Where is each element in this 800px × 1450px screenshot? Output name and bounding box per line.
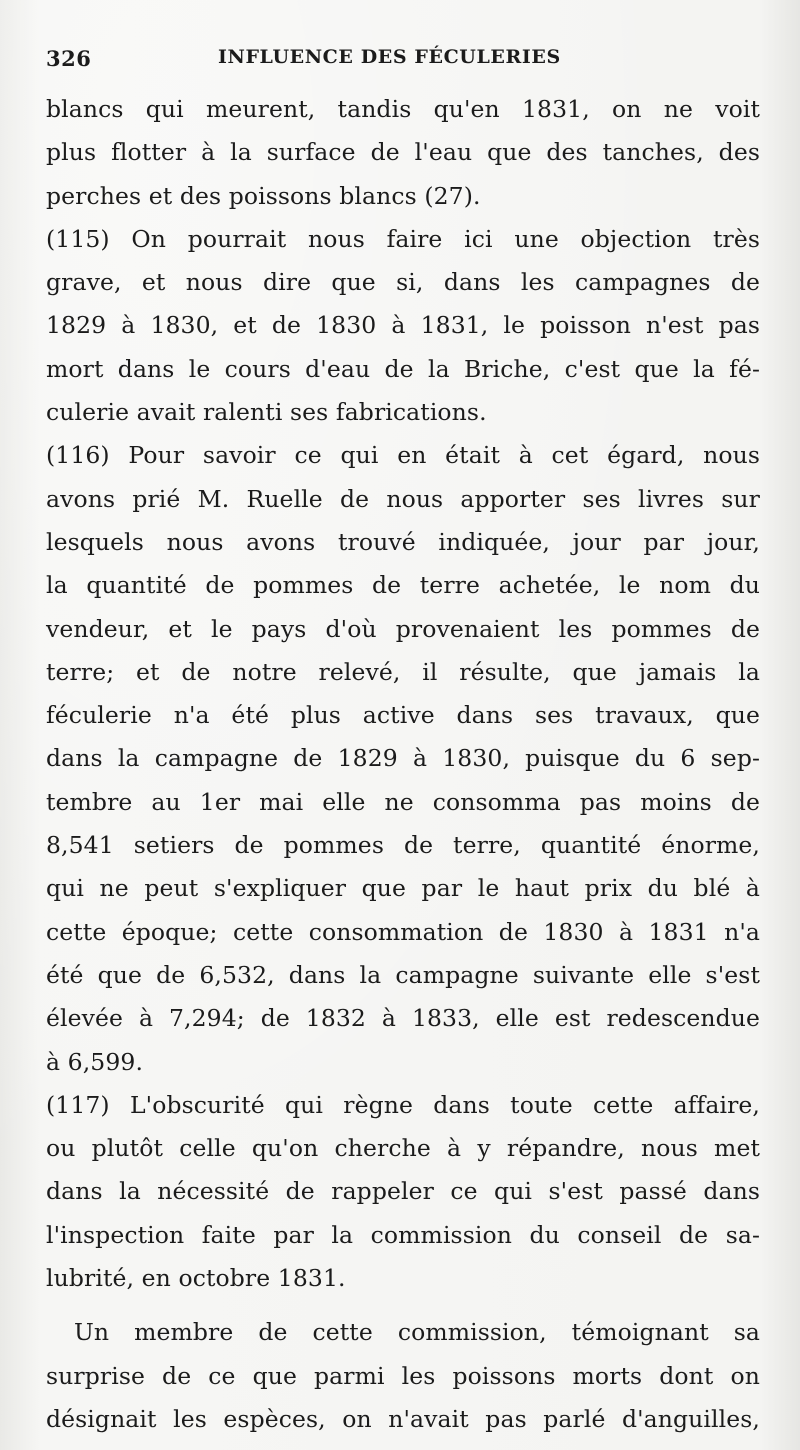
text-line: mort dans le cours d'eau de la Briche, c'est que la fé-: [46, 354, 760, 383]
paragraph-117-start: (117) L'obscurité qui règne dans toute cette affaire,: [46, 1090, 760, 1119]
paragraph-gap: [46, 1300, 760, 1311]
text-line: désignait les espèces, on n'avait pas parlé d'anguilles,: [46, 1404, 760, 1433]
text-line: grave, et nous dire que si, dans les campagnes de: [46, 268, 760, 297]
text-line: perches et des poissons blancs (27).: [46, 181, 481, 210]
text-line: dans la campagne de 1829 à 1830, puisque du 6 sep-: [46, 744, 760, 773]
text-line: blancs qui meurent, tandis qu'en 1831, on ne voit: [46, 95, 760, 123]
paragraph-115-start: (115) On pourrait nous faire ici une objection très: [46, 224, 760, 253]
text-line: été que de 6,532, dans la campagne suivante elle s'est: [46, 960, 760, 989]
text-line: l'inspection faite par la commission du conseil de sa-: [46, 1220, 760, 1249]
text-line: tembre au 1er mai elle ne consomma pas moins de: [46, 787, 760, 816]
text-line: élevée à 7,294; de 1832 à 1833, elle est redescendue: [46, 1004, 760, 1033]
text-line: lubrité, en octobre 1831.: [46, 1264, 346, 1293]
text-line: culerie avait ralenti ses fabrications.: [46, 398, 487, 427]
text-line: féculerie n'a été plus active dans ses travaux, que: [46, 701, 760, 730]
text-line: 1829 à 1830, et de 1830 à 1831, le poisson n'est pas: [46, 311, 760, 340]
page-number: 326: [46, 46, 92, 71]
text-line: terre; et de notre relevé, il résulte, que jamais la: [46, 657, 760, 686]
text-line: dans la nécessité de rappeler ce qui s'est passé dans: [46, 1177, 760, 1206]
running-head: [46, 46, 746, 76]
running-title: INFLUENCE DES FÉCULERIES: [218, 46, 561, 68]
paragraph-116-start: (116) Pour savoir ce qui en était à cet égard, nous: [46, 441, 760, 470]
text-line: vendeur, et le pays d'où provenaient les pommes de: [46, 614, 760, 643]
text-line: la quantité de pommes de terre achetée, le nom du: [46, 571, 760, 600]
text-line: ou plutôt celle qu'on cherche à y répandre, nous met: [46, 1134, 760, 1163]
text-line: 8,541 setiers de pommes de terre, quantité énorme,: [46, 831, 760, 860]
text-line: cette époque; cette consommation de 1830 à 1831 n'a: [46, 917, 760, 946]
text-line: plus flotter à la surface de l'eau que des tanches, des: [46, 138, 760, 167]
text-line: avons prié M. Ruelle de nous apporter ses livres sur: [46, 484, 760, 513]
text-line: à 6,599.: [46, 1047, 144, 1076]
body-text: [46, 88, 760, 1441]
paragraph-start: Un membre de cette commission, témoignant sa: [74, 1318, 760, 1347]
text-line: lesquels nous avons trouvé indiquée, jour par jour,: [46, 527, 760, 556]
text-line: qui ne peut s'expliquer que par le haut prix du blé à: [46, 874, 760, 903]
text-line: surprise de ce que parmi les poissons morts dont on: [46, 1361, 760, 1390]
